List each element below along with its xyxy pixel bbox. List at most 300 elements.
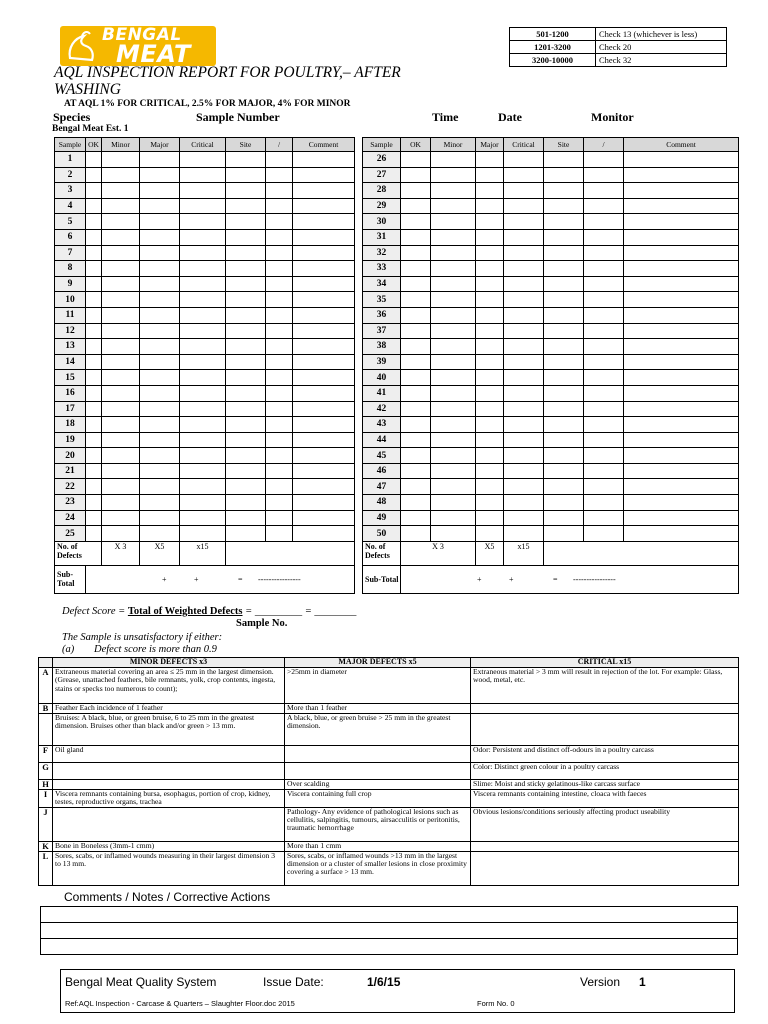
entry-cell[interactable] bbox=[102, 526, 140, 542]
comment-line[interactable] bbox=[41, 907, 738, 923]
entry-cell[interactable] bbox=[624, 292, 739, 308]
entry-cell[interactable] bbox=[431, 307, 476, 323]
entry-cell[interactable] bbox=[102, 463, 140, 479]
entry-cell[interactable] bbox=[226, 307, 266, 323]
entry-cell[interactable] bbox=[431, 463, 476, 479]
entry-cell[interactable] bbox=[624, 323, 739, 339]
entry-cell[interactable] bbox=[584, 370, 624, 386]
entry-cell[interactable] bbox=[544, 292, 584, 308]
entry-cell[interactable] bbox=[226, 214, 266, 230]
entry-cell[interactable] bbox=[476, 323, 504, 339]
entry-cell[interactable] bbox=[476, 261, 504, 277]
entry-cell[interactable] bbox=[431, 448, 476, 464]
entry-cell[interactable] bbox=[226, 370, 266, 386]
entry-cell[interactable] bbox=[401, 526, 431, 542]
entry-cell[interactable] bbox=[102, 167, 140, 183]
entry-cell[interactable] bbox=[401, 339, 431, 355]
entry-cell[interactable] bbox=[624, 401, 739, 417]
entry-cell[interactable] bbox=[102, 339, 140, 355]
entry-cell[interactable] bbox=[544, 229, 584, 245]
entry-cell[interactable] bbox=[431, 385, 476, 401]
entry-cell[interactable] bbox=[86, 214, 102, 230]
entry-cell[interactable] bbox=[584, 495, 624, 511]
entry-cell[interactable] bbox=[102, 323, 140, 339]
entry-cell[interactable] bbox=[180, 292, 226, 308]
entry-cell[interactable] bbox=[86, 417, 102, 433]
entry-cell[interactable] bbox=[180, 167, 226, 183]
entry-cell[interactable] bbox=[401, 463, 431, 479]
entry-cell[interactable] bbox=[102, 307, 140, 323]
entry-cell[interactable] bbox=[102, 229, 140, 245]
entry-cell[interactable] bbox=[266, 495, 293, 511]
entry-cell[interactable] bbox=[504, 401, 544, 417]
entry-cell[interactable] bbox=[584, 323, 624, 339]
entry-cell[interactable] bbox=[226, 245, 266, 261]
entry-cell[interactable] bbox=[180, 526, 226, 542]
entry-cell[interactable] bbox=[293, 385, 355, 401]
entry-cell[interactable] bbox=[266, 526, 293, 542]
entry-cell[interactable] bbox=[293, 339, 355, 355]
entry-cell[interactable] bbox=[476, 167, 504, 183]
entry-cell[interactable] bbox=[140, 323, 180, 339]
entry-cell[interactable] bbox=[476, 339, 504, 355]
entry-cell[interactable] bbox=[293, 198, 355, 214]
entry-cell[interactable] bbox=[266, 370, 293, 386]
entry-cell[interactable] bbox=[180, 463, 226, 479]
entry-cell[interactable] bbox=[431, 495, 476, 511]
entry-cell[interactable] bbox=[86, 229, 102, 245]
entry-cell[interactable] bbox=[504, 261, 544, 277]
entry-cell[interactable] bbox=[140, 479, 180, 495]
entry-cell[interactable] bbox=[544, 432, 584, 448]
entry-cell[interactable] bbox=[401, 198, 431, 214]
entry-cell[interactable] bbox=[180, 307, 226, 323]
entry-cell[interactable] bbox=[584, 167, 624, 183]
entry-cell[interactable] bbox=[180, 479, 226, 495]
entry-cell[interactable] bbox=[266, 323, 293, 339]
entry-cell[interactable] bbox=[544, 463, 584, 479]
entry-cell[interactable] bbox=[504, 183, 544, 199]
entry-cell[interactable] bbox=[544, 526, 584, 542]
entry-cell[interactable] bbox=[102, 152, 140, 168]
entry-cell[interactable] bbox=[504, 167, 544, 183]
entry-cell[interactable] bbox=[401, 370, 431, 386]
entry-cell[interactable] bbox=[140, 245, 180, 261]
entry-cell[interactable] bbox=[140, 448, 180, 464]
entry-cell[interactable] bbox=[401, 167, 431, 183]
entry-cell[interactable] bbox=[180, 448, 226, 464]
entry-cell[interactable] bbox=[226, 261, 266, 277]
entry-cell[interactable] bbox=[584, 198, 624, 214]
entry-cell[interactable] bbox=[584, 183, 624, 199]
entry-cell[interactable] bbox=[401, 323, 431, 339]
entry-cell[interactable] bbox=[476, 370, 504, 386]
entry-cell[interactable] bbox=[140, 495, 180, 511]
entry-cell[interactable] bbox=[584, 385, 624, 401]
entry-cell[interactable] bbox=[293, 495, 355, 511]
entry-cell[interactable] bbox=[293, 229, 355, 245]
entry-cell[interactable] bbox=[86, 463, 102, 479]
entry-cell[interactable] bbox=[544, 495, 584, 511]
entry-cell[interactable] bbox=[86, 245, 102, 261]
entry-cell[interactable] bbox=[476, 526, 504, 542]
entry-cell[interactable] bbox=[544, 276, 584, 292]
entry-cell[interactable] bbox=[102, 183, 140, 199]
entry-cell[interactable] bbox=[584, 229, 624, 245]
entry-cell[interactable] bbox=[86, 479, 102, 495]
entry-cell[interactable] bbox=[140, 432, 180, 448]
entry-cell[interactable] bbox=[431, 152, 476, 168]
entry-cell[interactable] bbox=[431, 370, 476, 386]
entry-cell[interactable] bbox=[86, 183, 102, 199]
entry-cell[interactable] bbox=[293, 417, 355, 433]
sub-total-cell[interactable] bbox=[401, 565, 739, 593]
entry-cell[interactable] bbox=[140, 152, 180, 168]
entry-cell[interactable] bbox=[86, 510, 102, 526]
entry-cell[interactable] bbox=[293, 401, 355, 417]
entry-cell[interactable] bbox=[86, 495, 102, 511]
entry-cell[interactable] bbox=[544, 385, 584, 401]
entry-cell[interactable] bbox=[102, 385, 140, 401]
entry-cell[interactable] bbox=[624, 229, 739, 245]
entry-cell[interactable] bbox=[140, 307, 180, 323]
entry-cell[interactable] bbox=[226, 323, 266, 339]
entry-cell[interactable] bbox=[266, 292, 293, 308]
entry-cell[interactable] bbox=[476, 495, 504, 511]
entry-cell[interactable] bbox=[504, 276, 544, 292]
entry-cell[interactable] bbox=[504, 526, 544, 542]
entry-cell[interactable] bbox=[266, 307, 293, 323]
entry-cell[interactable] bbox=[401, 276, 431, 292]
comment-line[interactable] bbox=[41, 923, 738, 939]
entry-cell[interactable] bbox=[544, 339, 584, 355]
entry-cell[interactable] bbox=[544, 417, 584, 433]
entry-cell[interactable] bbox=[86, 261, 102, 277]
entry-cell[interactable] bbox=[401, 152, 431, 168]
entry-cell[interactable] bbox=[544, 214, 584, 230]
entry-cell[interactable] bbox=[504, 479, 544, 495]
entry-cell[interactable] bbox=[401, 307, 431, 323]
entry-cell[interactable] bbox=[180, 323, 226, 339]
entry-cell[interactable] bbox=[544, 323, 584, 339]
entry-cell[interactable] bbox=[226, 229, 266, 245]
entry-cell[interactable] bbox=[140, 417, 180, 433]
entry-cell[interactable] bbox=[293, 152, 355, 168]
entry-cell[interactable] bbox=[476, 214, 504, 230]
entry-cell[interactable] bbox=[401, 417, 431, 433]
entry-cell[interactable] bbox=[544, 245, 584, 261]
entry-cell[interactable] bbox=[102, 510, 140, 526]
entry-cell[interactable] bbox=[102, 417, 140, 433]
entry-cell[interactable] bbox=[266, 152, 293, 168]
entry-cell[interactable] bbox=[140, 214, 180, 230]
entry-cell[interactable] bbox=[140, 510, 180, 526]
entry-cell[interactable] bbox=[544, 198, 584, 214]
entry-cell[interactable] bbox=[401, 245, 431, 261]
entry-cell[interactable] bbox=[226, 198, 266, 214]
entry-cell[interactable] bbox=[624, 354, 739, 370]
entry-cell[interactable] bbox=[86, 152, 102, 168]
entry-cell[interactable] bbox=[293, 292, 355, 308]
entry-cell[interactable] bbox=[180, 214, 226, 230]
entry-cell[interactable] bbox=[266, 432, 293, 448]
entry-cell[interactable] bbox=[431, 261, 476, 277]
entry-cell[interactable] bbox=[504, 417, 544, 433]
entry-cell[interactable] bbox=[624, 152, 739, 168]
entry-cell[interactable] bbox=[293, 167, 355, 183]
entry-cell[interactable] bbox=[544, 541, 739, 565]
entry-cell[interactable] bbox=[401, 510, 431, 526]
entry-cell[interactable] bbox=[293, 354, 355, 370]
entry-cell[interactable] bbox=[140, 354, 180, 370]
entry-cell[interactable] bbox=[266, 385, 293, 401]
entry-cell[interactable] bbox=[266, 261, 293, 277]
entry-cell[interactable] bbox=[102, 261, 140, 277]
entry-cell[interactable] bbox=[266, 479, 293, 495]
entry-cell[interactable] bbox=[86, 354, 102, 370]
entry-cell[interactable] bbox=[140, 526, 180, 542]
entry-cell[interactable] bbox=[226, 276, 266, 292]
entry-cell[interactable] bbox=[102, 214, 140, 230]
entry-cell[interactable] bbox=[102, 370, 140, 386]
entry-cell[interactable] bbox=[624, 307, 739, 323]
entry-cell[interactable] bbox=[226, 354, 266, 370]
entry-cell[interactable] bbox=[102, 401, 140, 417]
entry-cell[interactable] bbox=[266, 183, 293, 199]
entry-cell[interactable] bbox=[266, 510, 293, 526]
entry-cell[interactable] bbox=[584, 307, 624, 323]
entry-cell[interactable] bbox=[476, 401, 504, 417]
entry-cell[interactable] bbox=[293, 245, 355, 261]
entry-cell[interactable] bbox=[431, 229, 476, 245]
entry-cell[interactable] bbox=[226, 417, 266, 433]
entry-cell[interactable] bbox=[102, 354, 140, 370]
entry-cell[interactable] bbox=[180, 510, 226, 526]
entry-cell[interactable] bbox=[476, 448, 504, 464]
entry-cell[interactable] bbox=[226, 183, 266, 199]
entry-cell[interactable] bbox=[180, 354, 226, 370]
entry-cell[interactable] bbox=[431, 510, 476, 526]
entry-cell[interactable] bbox=[102, 198, 140, 214]
entry-cell[interactable] bbox=[86, 198, 102, 214]
entry-cell[interactable] bbox=[624, 432, 739, 448]
entry-cell[interactable] bbox=[476, 432, 504, 448]
entry-cell[interactable] bbox=[544, 448, 584, 464]
entry-cell[interactable] bbox=[584, 432, 624, 448]
entry-cell[interactable] bbox=[584, 261, 624, 277]
entry-cell[interactable] bbox=[102, 495, 140, 511]
entry-cell[interactable] bbox=[431, 417, 476, 433]
entry-cell[interactable] bbox=[544, 307, 584, 323]
entry-cell[interactable] bbox=[624, 526, 739, 542]
entry-cell[interactable] bbox=[624, 417, 739, 433]
entry-cell[interactable] bbox=[293, 510, 355, 526]
entry-cell[interactable] bbox=[624, 261, 739, 277]
entry-cell[interactable] bbox=[504, 198, 544, 214]
entry-cell[interactable] bbox=[584, 339, 624, 355]
entry-cell[interactable] bbox=[431, 214, 476, 230]
entry-cell[interactable] bbox=[293, 183, 355, 199]
entry-cell[interactable] bbox=[401, 183, 431, 199]
entry-cell[interactable] bbox=[504, 307, 544, 323]
entry-cell[interactable] bbox=[180, 417, 226, 433]
entry-cell[interactable] bbox=[401, 214, 431, 230]
entry-cell[interactable] bbox=[401, 354, 431, 370]
entry-cell[interactable] bbox=[266, 401, 293, 417]
entry-cell[interactable] bbox=[293, 448, 355, 464]
entry-cell[interactable] bbox=[86, 448, 102, 464]
entry-cell[interactable] bbox=[266, 276, 293, 292]
entry-cell[interactable] bbox=[544, 354, 584, 370]
entry-cell[interactable] bbox=[401, 292, 431, 308]
entry-cell[interactable] bbox=[86, 370, 102, 386]
entry-cell[interactable] bbox=[584, 292, 624, 308]
entry-cell[interactable] bbox=[293, 307, 355, 323]
entry-cell[interactable] bbox=[504, 214, 544, 230]
entry-cell[interactable] bbox=[584, 152, 624, 168]
entry-cell[interactable] bbox=[401, 432, 431, 448]
entry-cell[interactable] bbox=[624, 198, 739, 214]
entry-cell[interactable] bbox=[431, 354, 476, 370]
entry-cell[interactable] bbox=[544, 370, 584, 386]
entry-cell[interactable] bbox=[226, 292, 266, 308]
entry-cell[interactable] bbox=[624, 339, 739, 355]
entry-cell[interactable] bbox=[140, 183, 180, 199]
entry-cell[interactable] bbox=[226, 510, 266, 526]
entry-cell[interactable] bbox=[226, 541, 355, 565]
entry-cell[interactable] bbox=[102, 245, 140, 261]
entry-cell[interactable] bbox=[476, 198, 504, 214]
entry-cell[interactable] bbox=[544, 167, 584, 183]
entry-cell[interactable] bbox=[504, 339, 544, 355]
entry-cell[interactable] bbox=[544, 183, 584, 199]
entry-cell[interactable] bbox=[624, 245, 739, 261]
entry-cell[interactable] bbox=[504, 510, 544, 526]
entry-cell[interactable] bbox=[401, 385, 431, 401]
entry-cell[interactable] bbox=[544, 261, 584, 277]
entry-cell[interactable] bbox=[226, 385, 266, 401]
entry-cell[interactable] bbox=[504, 432, 544, 448]
entry-cell[interactable] bbox=[266, 245, 293, 261]
entry-cell[interactable] bbox=[86, 339, 102, 355]
entry-cell[interactable] bbox=[584, 276, 624, 292]
entry-cell[interactable] bbox=[476, 479, 504, 495]
entry-cell[interactable] bbox=[140, 276, 180, 292]
entry-cell[interactable] bbox=[86, 401, 102, 417]
entry-cell[interactable] bbox=[504, 448, 544, 464]
entry-cell[interactable] bbox=[504, 463, 544, 479]
entry-cell[interactable] bbox=[266, 448, 293, 464]
entry-cell[interactable] bbox=[226, 526, 266, 542]
entry-cell[interactable] bbox=[584, 354, 624, 370]
entry-cell[interactable] bbox=[102, 276, 140, 292]
entry-cell[interactable] bbox=[624, 463, 739, 479]
entry-cell[interactable] bbox=[266, 229, 293, 245]
entry-cell[interactable] bbox=[180, 276, 226, 292]
entry-cell[interactable] bbox=[504, 292, 544, 308]
entry-cell[interactable] bbox=[624, 370, 739, 386]
entry-cell[interactable] bbox=[584, 448, 624, 464]
entry-cell[interactable] bbox=[180, 183, 226, 199]
entry-cell[interactable] bbox=[624, 167, 739, 183]
entry-cell[interactable] bbox=[431, 292, 476, 308]
entry-cell[interactable] bbox=[431, 526, 476, 542]
entry-cell[interactable] bbox=[624, 510, 739, 526]
entry-cell[interactable] bbox=[180, 385, 226, 401]
entry-cell[interactable] bbox=[266, 198, 293, 214]
entry-cell[interactable] bbox=[180, 401, 226, 417]
entry-cell[interactable] bbox=[102, 448, 140, 464]
entry-cell[interactable] bbox=[624, 385, 739, 401]
entry-cell[interactable] bbox=[401, 479, 431, 495]
entry-cell[interactable] bbox=[180, 432, 226, 448]
entry-cell[interactable] bbox=[140, 385, 180, 401]
entry-cell[interactable] bbox=[476, 354, 504, 370]
entry-cell[interactable] bbox=[584, 417, 624, 433]
entry-cell[interactable] bbox=[431, 245, 476, 261]
entry-cell[interactable] bbox=[431, 276, 476, 292]
entry-cell[interactable] bbox=[431, 401, 476, 417]
entry-cell[interactable] bbox=[102, 479, 140, 495]
entry-cell[interactable] bbox=[584, 401, 624, 417]
entry-cell[interactable] bbox=[584, 510, 624, 526]
entry-cell[interactable] bbox=[140, 167, 180, 183]
entry-cell[interactable] bbox=[226, 401, 266, 417]
entry-cell[interactable] bbox=[226, 167, 266, 183]
entry-cell[interactable] bbox=[86, 307, 102, 323]
entry-cell[interactable] bbox=[624, 276, 739, 292]
entry-cell[interactable] bbox=[504, 245, 544, 261]
entry-cell[interactable] bbox=[431, 198, 476, 214]
entry-cell[interactable] bbox=[266, 463, 293, 479]
entry-cell[interactable] bbox=[180, 245, 226, 261]
entry-cell[interactable] bbox=[544, 510, 584, 526]
entry-cell[interactable] bbox=[86, 323, 102, 339]
entry-cell[interactable] bbox=[140, 292, 180, 308]
entry-cell[interactable] bbox=[226, 495, 266, 511]
entry-cell[interactable] bbox=[476, 385, 504, 401]
entry-cell[interactable] bbox=[401, 401, 431, 417]
entry-cell[interactable] bbox=[401, 229, 431, 245]
entry-cell[interactable] bbox=[544, 152, 584, 168]
entry-cell[interactable] bbox=[293, 276, 355, 292]
entry-cell[interactable] bbox=[266, 417, 293, 433]
entry-cell[interactable] bbox=[86, 292, 102, 308]
entry-cell[interactable] bbox=[584, 526, 624, 542]
entry-cell[interactable] bbox=[180, 261, 226, 277]
entry-cell[interactable] bbox=[140, 339, 180, 355]
entry-cell[interactable] bbox=[624, 214, 739, 230]
entry-cell[interactable] bbox=[476, 245, 504, 261]
entry-cell[interactable] bbox=[180, 370, 226, 386]
entry-cell[interactable] bbox=[476, 152, 504, 168]
entry-cell[interactable] bbox=[140, 401, 180, 417]
entry-cell[interactable] bbox=[624, 495, 739, 511]
entry-cell[interactable] bbox=[624, 479, 739, 495]
entry-cell[interactable] bbox=[431, 183, 476, 199]
entry-cell[interactable] bbox=[584, 245, 624, 261]
entry-cell[interactable] bbox=[504, 354, 544, 370]
entry-cell[interactable] bbox=[476, 183, 504, 199]
entry-cell[interactable] bbox=[431, 339, 476, 355]
entry-cell[interactable] bbox=[504, 229, 544, 245]
entry-cell[interactable] bbox=[544, 479, 584, 495]
entry-cell[interactable] bbox=[226, 339, 266, 355]
entry-cell[interactable] bbox=[180, 339, 226, 355]
entry-cell[interactable] bbox=[140, 198, 180, 214]
entry-cell[interactable] bbox=[476, 276, 504, 292]
entry-cell[interactable] bbox=[431, 479, 476, 495]
